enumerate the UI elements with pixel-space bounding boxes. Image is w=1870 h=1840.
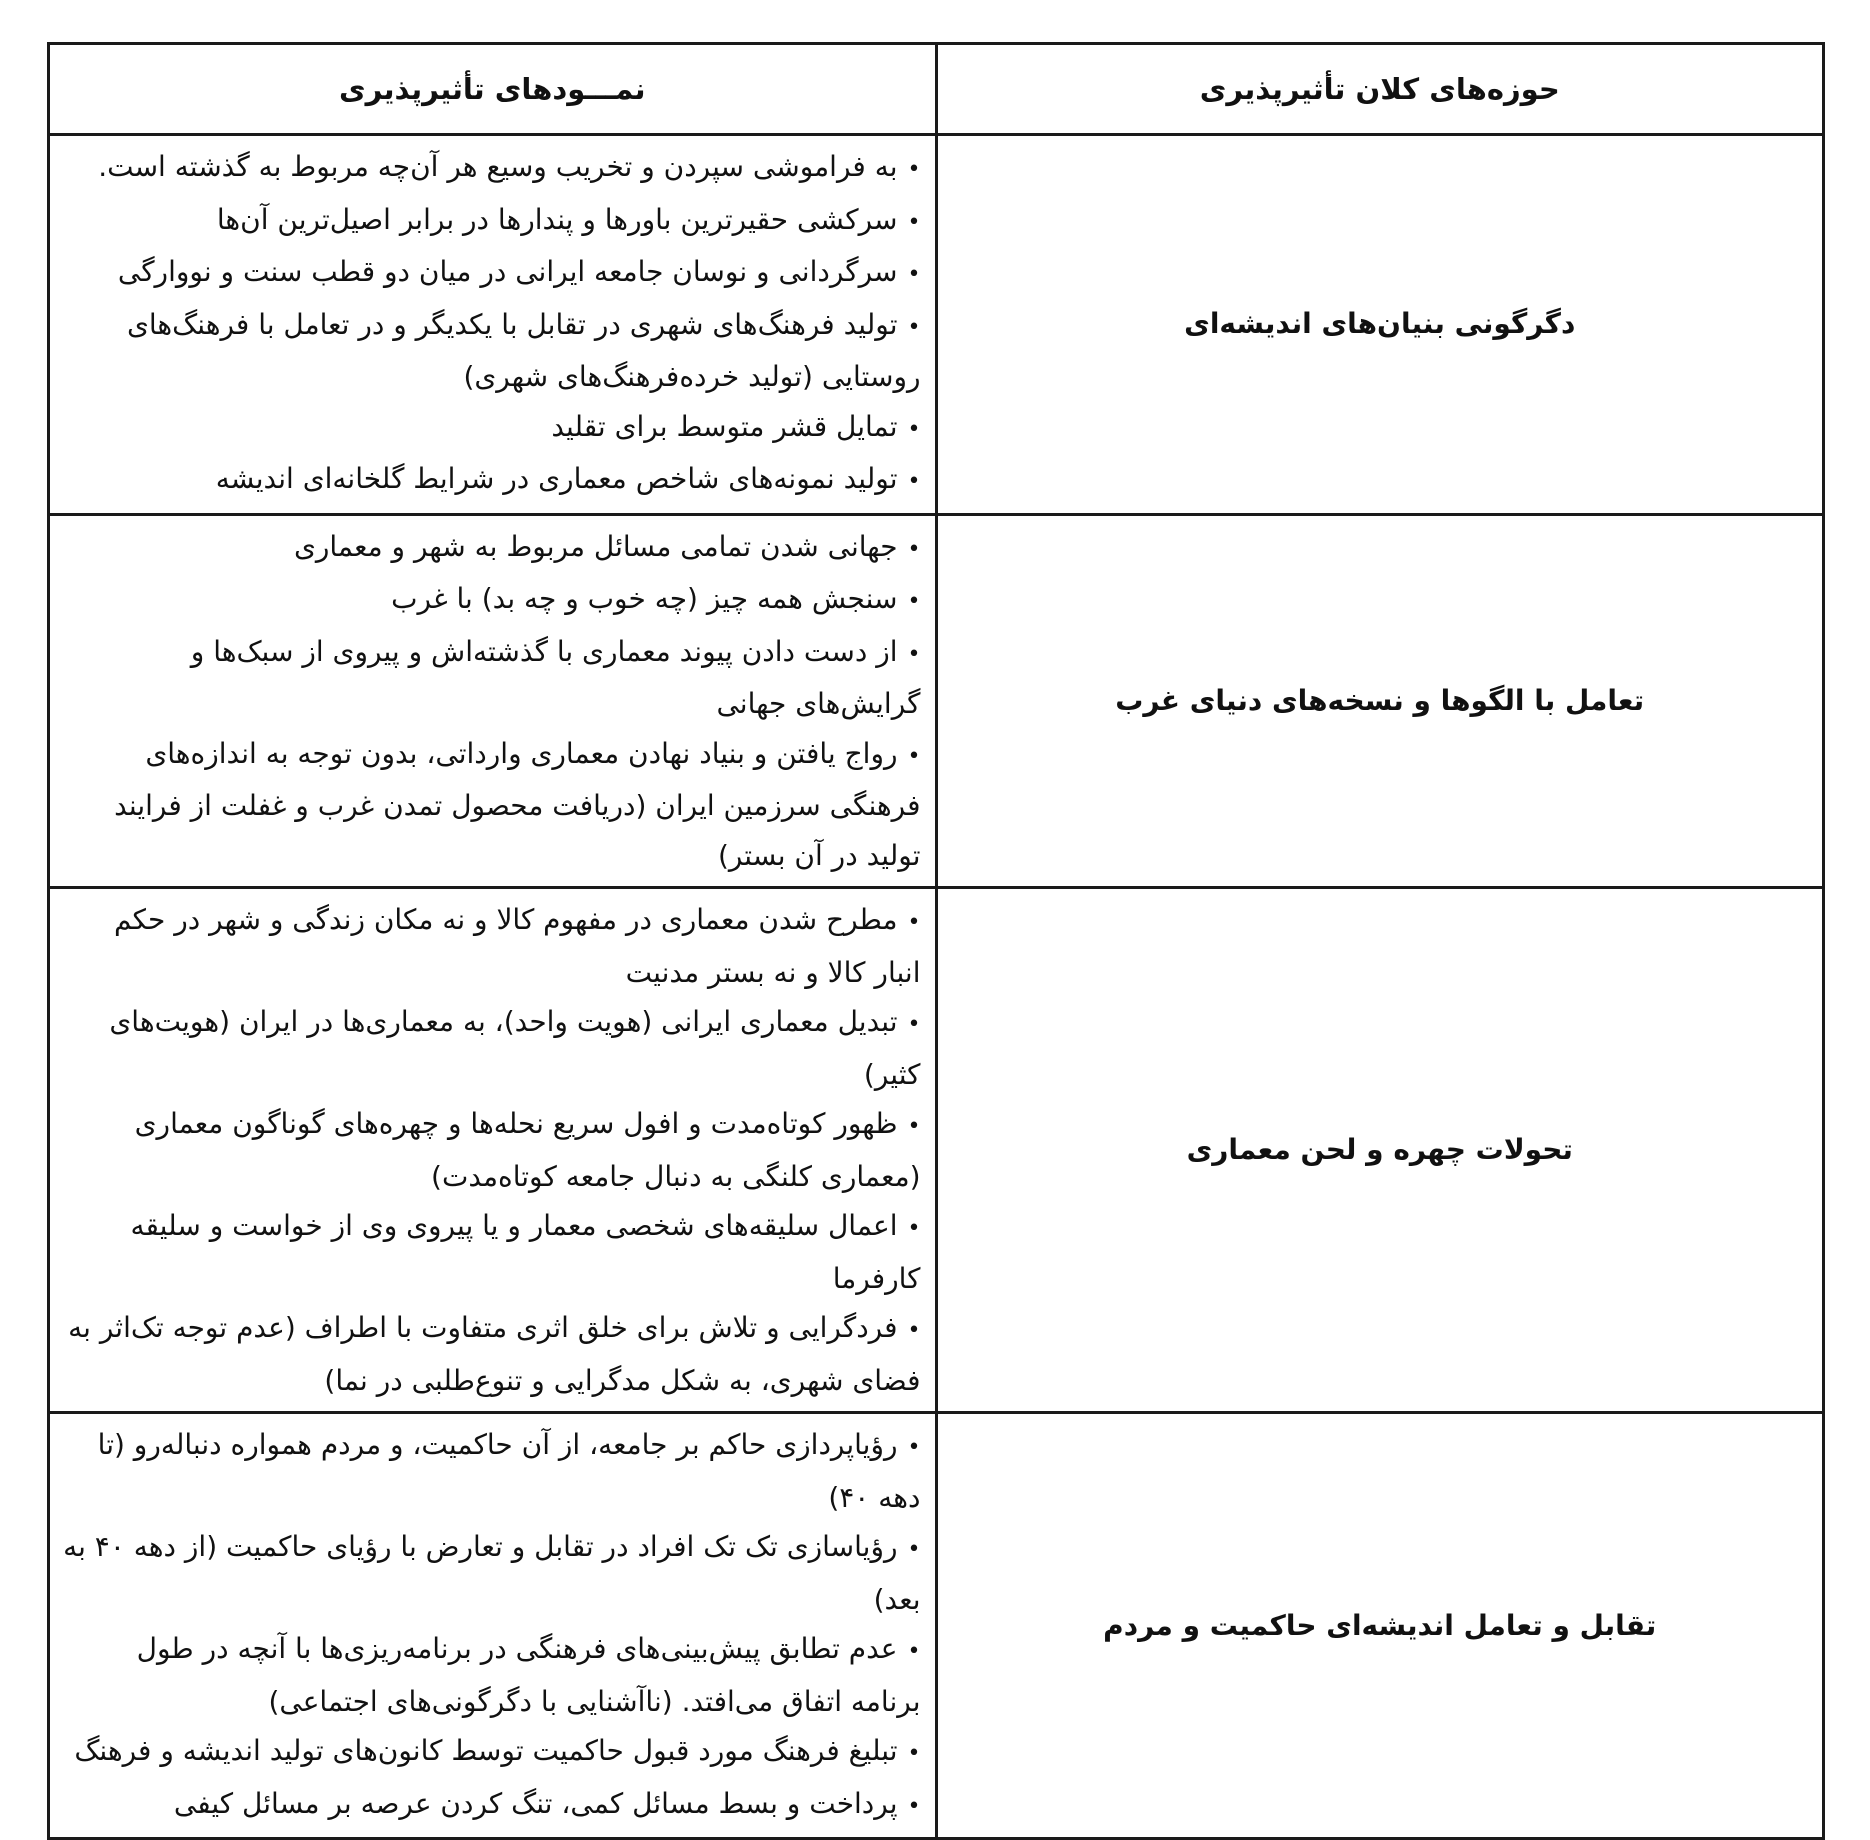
- list-item: •مطرح شدن معماری در مفهوم کالا و نه مکان زندگی و شهر در حکم انبار کالا و نه بستر مدنیت: [62, 895, 921, 997]
- list-item: •ظهور کوتاه‌مدت و افول سریع نحله‌ها و چهره‌های گوناگون معماری (معماری کلنگی به دنبال جامعه کوتاه‌مدت): [62, 1099, 921, 1201]
- table-row: [49, 888, 1824, 1413]
- manifestations-cell: [49, 1413, 937, 1839]
- manifestation-list: [62, 142, 921, 507]
- list-item: •سرکشی حقیرترین باورها و پندارها در برابر اصیل‌ترین آن‌ها: [62, 195, 921, 248]
- list-item: •تبلیغ فرهنگ مورد قبول حاکمیت توسط کانون‌های تولید اندیشه و فرهنگ: [62, 1726, 921, 1779]
- bullet-icon: •: [907, 1537, 921, 1562]
- bullet-icon: •: [907, 1114, 921, 1139]
- table-row: [49, 1413, 1824, 1839]
- bullet-icon: •: [907, 262, 921, 287]
- header-areas: حوزه‌های کلان تأثیرپذیری: [936, 44, 1824, 135]
- bullet-icon: •: [907, 1639, 921, 1664]
- list-item: •جهانی شدن تمامی مسائل مربوط به شهر و معماری: [62, 522, 921, 575]
- list-item: •به فراموشی سپردن و تخریب وسیع هر آن‌چه مربوط به گذشته است.: [62, 142, 921, 195]
- manifestation-list: [62, 895, 921, 1405]
- list-item: •تبدیل معماری ایرانی (هویت واحد)، به معماری‌ها در ایران (هویت‌های کثیر): [62, 997, 921, 1099]
- bullet-icon: •: [907, 209, 921, 235]
- bullet-icon: •: [907, 589, 921, 614]
- list-item: •از دست دادن پیوند معماری با گذشته‌اش و پیروی از سبک‌ها و گرایش‌های جهانی: [62, 627, 921, 729]
- bullet-icon: •: [907, 416, 921, 442]
- bullet-icon: •: [907, 743, 921, 769]
- bullet-icon: •: [907, 536, 921, 562]
- bullet-icon: •: [907, 1216, 921, 1241]
- header-row: [49, 44, 1824, 135]
- list-item: •تمایل قشر متوسط برای تقلید: [62, 402, 921, 455]
- list-item: •رواج یافتن و بنیاد نهادن معماری وارداتی، بدون توجه به اندازه‌های فرهنگی سرزمین ایران (دریافت محصول تمدن غرب و غفلت از فرایند تولید در آن بستر): [62, 729, 921, 881]
- list-item: •فردگرایی و تلاش برای خلق اثری متفاوت با اطراف (عدم توجه تک‌اثر به فضای شهری، به شکل مدگرایی و تنوع‌طلبی در نما): [62, 1303, 921, 1405]
- bullet-icon: •: [907, 1435, 921, 1460]
- bullet-icon: •: [907, 641, 921, 667]
- list-item: •اعمال سلیقه‌های شخصی معمار و یا پیروی وی از خواست و سلیقه کارفرما: [62, 1201, 921, 1303]
- list-item: •عدم تطابق پیش‌بینی‌های فرهنگی در برنامه‌ریزی‌ها با آنچه در طول برنامه اتفاق می‌افتد. (ناآشنایی با دگرگونی‌های اجتماعی): [62, 1624, 921, 1726]
- influence-table-container: [47, 42, 1825, 1840]
- header-manifestations: نمـــودهای تأثیرپذیری: [49, 44, 937, 135]
- bullet-icon: •: [907, 910, 921, 935]
- bullet-icon: •: [907, 469, 921, 494]
- area-cell: تحولات چهره و لحن معماری: [936, 888, 1824, 1413]
- manifestations-cell: [49, 888, 937, 1413]
- list-item: •تولید فرهنگ‌های شهری در تقابل با یکدیگر و در تعامل با فرهنگ‌های روستایی (تولید خرده‌فرهنگ‌های شهری): [62, 300, 921, 402]
- area-cell: تقابل و تعامل اندیشه‌ای حاکمیت و مردم: [936, 1413, 1824, 1839]
- bullet-icon: •: [907, 1793, 921, 1819]
- area-cell: تعامل با الگوها و نسخه‌های دنیای غرب: [936, 514, 1824, 888]
- manifestation-list: [62, 1420, 921, 1831]
- bullet-icon: •: [907, 157, 921, 182]
- list-item: •سرگردانی و نوسان جامعه ایرانی در میان دو قطب سنت و نووارگی: [62, 247, 921, 300]
- list-item: •تولید نمونه‌های شاخص معماری در شرایط گلخانه‌ای اندیشه: [62, 454, 921, 507]
- bullet-icon: •: [907, 314, 921, 340]
- manifestations-cell: [49, 514, 937, 888]
- manifestation-list: [62, 522, 921, 881]
- list-item: •پرداخت و بسط مسائل کمی، تنگ کردن عرصه بر مسائل کیفی: [62, 1779, 921, 1832]
- influence-table: [47, 42, 1825, 1840]
- list-item: •رؤیاسازی تک تک افراد در تقابل و تعارض با رؤیای حاکمیت (از دهه ۴۰ به بعد): [62, 1522, 921, 1624]
- table-row: [49, 135, 1824, 515]
- bullet-icon: •: [907, 1012, 921, 1037]
- manifestations-cell: [49, 135, 937, 515]
- list-item: •سنجش همه چیز (چه خوب و چه بد) با غرب: [62, 574, 921, 627]
- table-row: [49, 514, 1824, 888]
- list-item: •رؤیاپردازی حاکم بر جامعه، از آن حاکمیت، و مردم همواره دنباله‌رو (تا دهه ۴۰): [62, 1420, 921, 1522]
- area-cell: دگرگونی بنیان‌های اندیشه‌ای: [936, 135, 1824, 515]
- bullet-icon: •: [907, 1318, 921, 1343]
- bullet-icon: •: [907, 1741, 921, 1766]
